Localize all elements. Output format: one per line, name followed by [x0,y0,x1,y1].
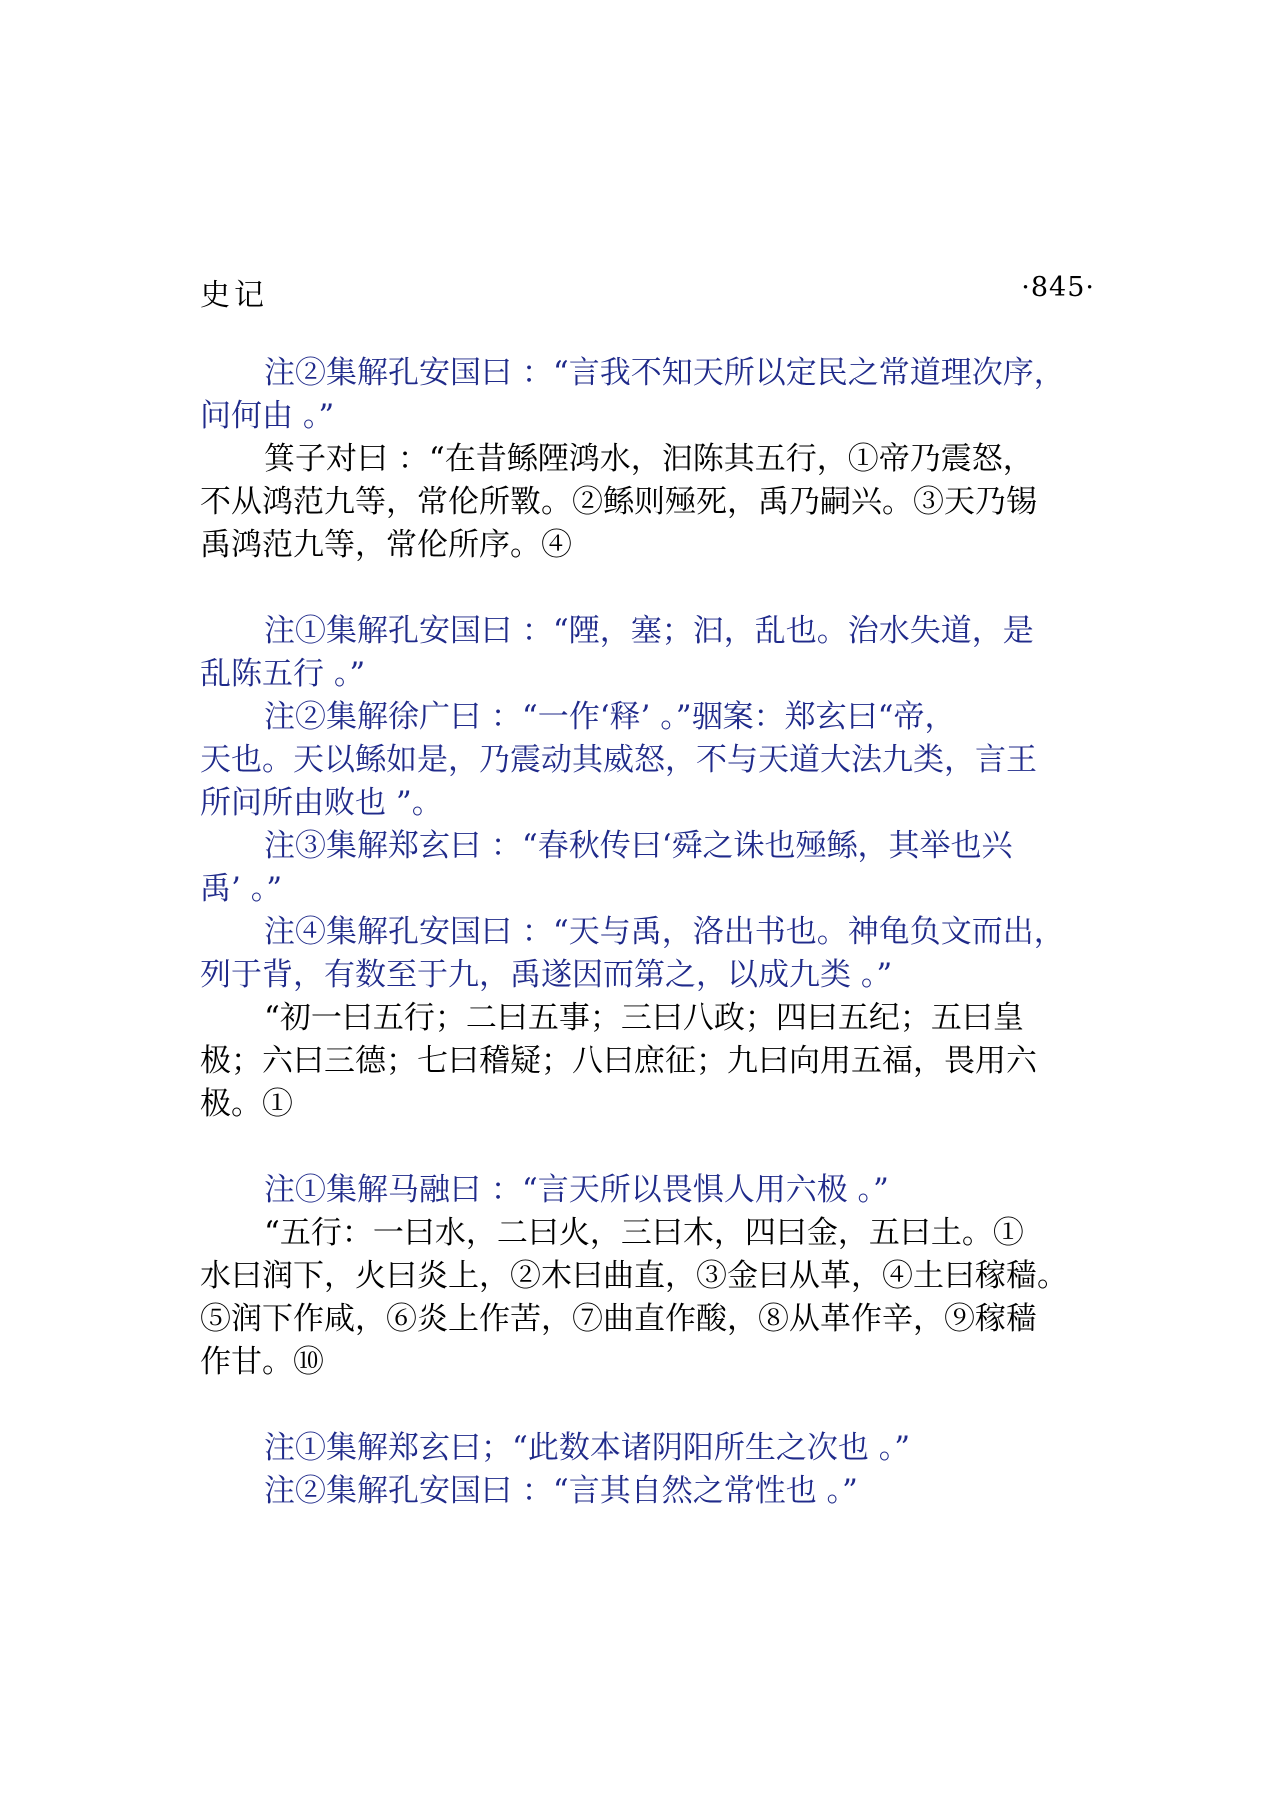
annotation-paragraph [200,1470,1100,1513]
text-line: 乱陈五行 。” [200,656,366,692]
text-paragraph [200,1212,1100,1384]
annotation-paragraph [200,696,1100,825]
paragraph-gap [200,1126,1100,1169]
text-line: 注②集解孔安国曰 ：“言其自然之常性也 。” [264,1473,858,1509]
book-title: 史记 [200,278,268,313]
text-line: 注③集解郑玄曰 ：“春秋传曰‘舜之诛也殛鲧，其举也兴 [264,828,1013,864]
text-line: “初一曰五行；二曰五事；三曰八政；四曰五纪；五曰皇 [264,1000,1024,1036]
annotation-paragraph [200,352,1100,438]
text-line: 水曰润下，火曰炎上，②木曰曲直，③金曰从革，④土曰稼穑。 [200,1258,1068,1294]
text-line: 作甘。⑩ [200,1344,324,1380]
text-line: ⑤润下作咸，⑥炎上作苦，⑦曲直作酸，⑧从革作辛，⑨稼穑 [200,1301,1037,1337]
text-line: 注④集解孔安国曰 ：“天与禹，洛出书也。神龟负文而出， [264,914,1065,950]
text-paragraph [200,997,1100,1126]
text-line: 极。① [200,1086,293,1122]
text-paragraph [200,438,1100,567]
text-line: 所问所由败也 ”。 [200,785,443,821]
document-page [200,0,1100,1795]
text-line: 不从鸿范九等，常伦所斁。②鲧则殛死，禹乃嗣兴。③天乃锡 [200,484,1037,520]
text-line: 注①集解马融曰 ：“言天所以畏惧人用六极 。” [264,1172,889,1208]
paragraph-gap [200,1384,1100,1427]
text-line: “五行：一曰水，二曰火，三曰木，四曰金，五曰土。① [264,1215,1024,1251]
text-line: 注②集解徐广曰 ：“一作‘释’ 。”骃案：郑玄曰“帝， [264,699,956,735]
annotation-paragraph [200,1427,1100,1470]
text-line: 列于背，有数至于九，禹遂因而第之，以成九类 。” [200,957,893,993]
annotation-paragraph [200,610,1100,696]
page-header [200,270,1095,313]
text-line: 天也。天以鲧如是，乃震动其威怒，不与天道大法九类，言王 [200,742,1037,778]
annotation-paragraph [200,825,1100,911]
page-number: ·845· [1021,272,1095,303]
paragraph-gap [200,567,1100,610]
text-line: 注①集解郑玄曰；“此数本诸阴阳所生之次也 。” [264,1430,911,1466]
annotation-paragraph [200,1169,1100,1212]
text-line: 注②集解孔安国曰 ：“言我不知天所以定民之常道理次序， [264,355,1065,391]
annotation-paragraph [200,911,1100,997]
text-line: 禹鸿范九等，常伦所序。④ [200,527,572,563]
page-body [200,352,1100,1513]
text-line: 注①集解孔安国曰 ：“陻，塞；汩，乱也。治水失道，是 [264,613,1034,649]
text-line: 禹’ 。” [200,871,283,907]
text-line: 箕子对曰 ：“在昔鲧陻鸿水，汩陈其五行，①帝乃震怒， [264,441,1034,477]
text-line: 问何由 。” [200,398,335,434]
text-line: 极；六曰三德；七曰稽疑；八曰庶征；九曰向用五福，畏用六 [200,1043,1037,1079]
